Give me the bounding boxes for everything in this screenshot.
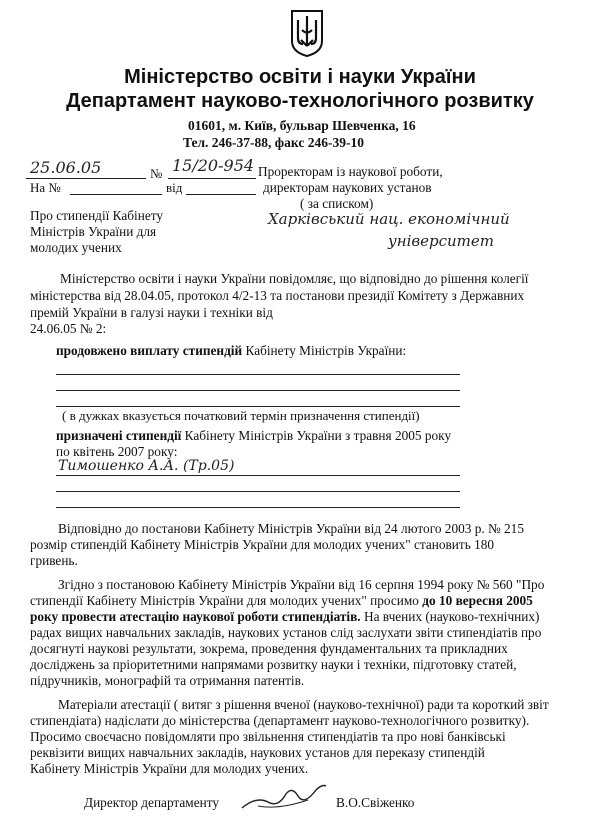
intro-line-4: 24.06.05 № 2: (30, 321, 107, 336)
p4-line-5: Кабінету Міністрів України для молодих учених. (30, 761, 309, 776)
continued-blank-line-1 (56, 374, 460, 375)
p3-line-5: досягнуті наукові результати, зокрема, проведення фундаментальних та прикладних (30, 641, 508, 656)
subject-line-2: Міністрів України для (30, 224, 157, 239)
date-underline (26, 178, 146, 179)
assigned-bold: призначені стипендії (56, 428, 182, 443)
signature-scribble-icon (238, 782, 328, 814)
assigned-period: по квітень 2007 року: (56, 444, 178, 459)
p4-line-4: реквізити вищих навчальних закладів, наукових установ для переказу стипендій (30, 745, 485, 760)
address: 01601, м. Київ, бульвар Шевченка, 16 (188, 118, 416, 133)
continued-rest: Кабінету Міністрів України: (242, 343, 407, 358)
p3-line-2-a: стипендії Кабінету Міністрів України для молодих учених" просимо (30, 593, 423, 608)
subject-line-1: Про стипендії Кабінету (30, 208, 164, 223)
assigned-entry-handwritten: Тимошенко А.А. (Тр.05) (58, 458, 235, 474)
p3-line-7: підручників, монографій та отримання патентів. (30, 673, 305, 688)
addressee-line-2: директорам наукових установ (263, 180, 432, 195)
p3-attestation: року провести атестацію наукової роботи стипендіатів. (30, 609, 361, 624)
on-number-underline (70, 194, 162, 195)
p2-line-3: гривень. (30, 553, 78, 568)
addressee-handwritten-1: Харківський нац. економічний (268, 210, 510, 228)
continued-blank-line-2 (56, 390, 460, 391)
intro-line-2: міністерства від 28.04.05, протокол 4/2-13 та постанови президії Комітету з Державних (30, 288, 525, 303)
assigned-blank-line-2 (56, 491, 460, 492)
signature-title: Директор департаменту (84, 795, 220, 810)
phones: Тел. 246-37-88, факс 246-39-10 (183, 135, 364, 150)
trident-emblem-icon (289, 8, 325, 58)
on-number-label: На № (30, 180, 61, 195)
bracket-note: ( в дужках вказується початковий термін призначення стипендії) (62, 408, 420, 423)
addressee-line-1: Проректорам із наукової роботи, (258, 164, 443, 179)
assigned-blank-line-1 (56, 475, 460, 476)
p2-line-2: розмір стипендій Кабінету Міністрів України для молодих учених" становить 180 (30, 537, 495, 552)
p3-line-3 (30, 609, 539, 625)
from-label: від (166, 180, 183, 195)
continued-blank-line-3 (56, 406, 460, 407)
ministry-name: Міністерство освіти і науки України (124, 66, 476, 88)
addressee-handwritten-2: університет (388, 232, 494, 250)
p4-line-1: Матеріали атестації ( витяг з рішення вченої (науково-технічної) ради та короткий звіт (58, 697, 549, 712)
number-mark: № (150, 166, 163, 181)
p3-line-2 (30, 593, 533, 609)
number-underline (168, 178, 256, 179)
continued-heading (56, 343, 406, 359)
department-name: Департамент науково-технологічного розвитку (66, 90, 534, 112)
date-handwritten: 25.06.05 (30, 158, 102, 177)
p4-line-2: стипендіата) надіслати до міністерства (департамент науково-технологічного розвитку). (30, 713, 530, 728)
intro-line-3: премій України в галузі науки і техніки від (30, 305, 273, 320)
intro-line-1: Міністерство освіти і науки України повідомляє, що відповідно до рішення колегії (60, 271, 529, 286)
assigned-blank-line-3 (56, 507, 460, 508)
addressee-line-3: ( за списком) (300, 196, 374, 211)
p3-deadline: до 10 вересня 2005 (422, 593, 533, 608)
signature-name: В.О.Свіженко (336, 795, 415, 810)
p4-line-3: Просимо своєчасно повідомляти про звільнення стипендіатів та про нові банківські (30, 729, 506, 744)
p3-line-1: Згідно з постановою Кабінету Міністрів України від 16 серпня 1994 року № 560 "Про (58, 577, 545, 592)
from-underline (186, 194, 256, 195)
assigned-rest: Кабінету Міністрів України з травня 2005 року (181, 428, 452, 443)
p3-line-4: радах вищих навчальних закладів, наукових установ слід заслухати звіти стипендіатів про (30, 625, 542, 640)
p3-line-3-rest: На вчених (науково-технічних) (360, 609, 540, 624)
p2-line-1: Відповідно до постанови Кабінету Міністрів України від 24 лютого 2003 р. № 215 (58, 521, 524, 536)
continued-bold: продовжено виплату стипендій (56, 343, 243, 358)
p3-line-6: досліджень за пріоритетними напрямами розвитку науки і техніки, підготовку статей, (30, 657, 517, 672)
subject-line-3: молодих учених (30, 240, 122, 255)
assigned-heading (56, 428, 451, 444)
number-handwritten: 15/20-954 (172, 156, 255, 175)
